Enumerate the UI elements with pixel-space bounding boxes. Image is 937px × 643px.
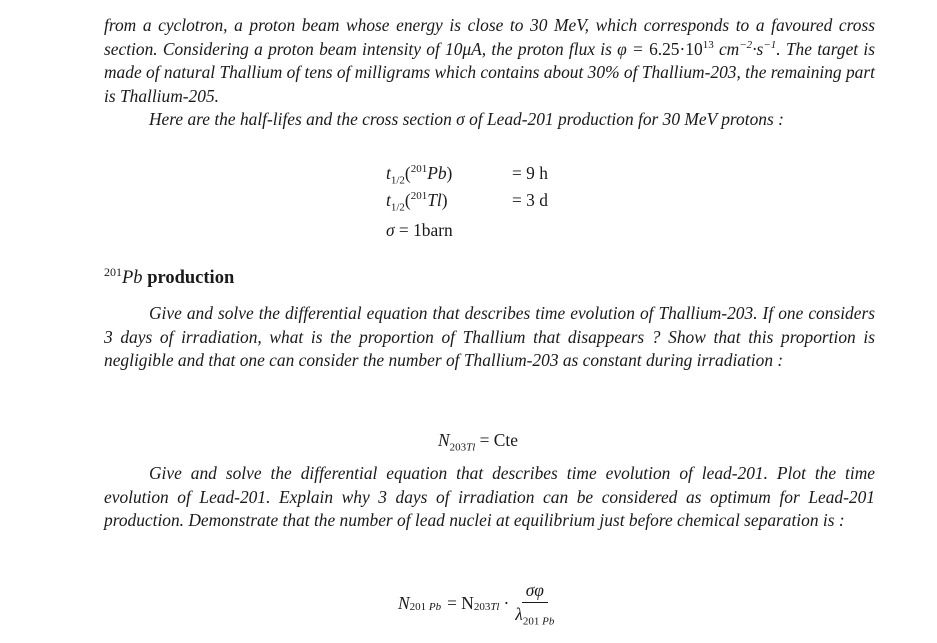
tl-halflife-value: = 3 d [512,190,548,210]
thallium-constant-equation: $N_{203Tl}$ = Cte [438,430,518,454]
pb-halflife-equation: $t_{1/2}(^{201}Pb)$ [386,163,453,187]
intro-paragraph: from a cyclotron, a proton beam whose energy is close to 30 MeV, which corresponds to a favoured cross section. Considering a proton beam intensity of 10μA, the proton flux is $\varphi = 6.25\cdot 10^{13}$ $cm^{-2}\cdot s^{-1}$. The target is made of natural Thallium of tens of milligrams which contains about 30% of Thallium-203, the remaining part is Thallium-205. [104,15,875,106]
equilibrium-fraction: $\frac{\sigma\varphi}{\lambda_{201 Pb}}$ [515,580,555,628]
pb-halflife-value: = 9 h [512,163,548,183]
section-heading: $^{201}$Pb production [104,264,235,288]
sigma-equation: σ = 1barn [386,220,453,240]
tl-halflife-equation: $t_{1/2}(^{201}Tl)$ [386,190,448,214]
halflife-sentence: Here are the half-lifes and the cross section σ of Lead-201 production for 30 MeV protons : [149,109,784,129]
question-lead: Give and solve the differential equation that describes time evolution of lead-201. Plot the time evolution of Lead-201. Explain why 3 days of irradiation can be considered as optimum for Lead-201 production. Demonstrate that the number of lead nuclei at equilibrium just before chemical separation is : [104,463,875,530]
lead-equilibrium-equation: N $_{201 Pb}$ = N $_{203Tl}$ · $\frac{\sigma\varphi}{\lambda_{201 Pb}}$ [398,580,555,628]
question-thallium: Give and solve the differential equation that describes time evolution of Thallium-203. If one considers 3 days of irradiation, what is the proportion of Thallium that disappears ? Show that this proportion is negligible and that one can consider the number of Thallium-203 as constant during irradiation : [104,303,875,370]
